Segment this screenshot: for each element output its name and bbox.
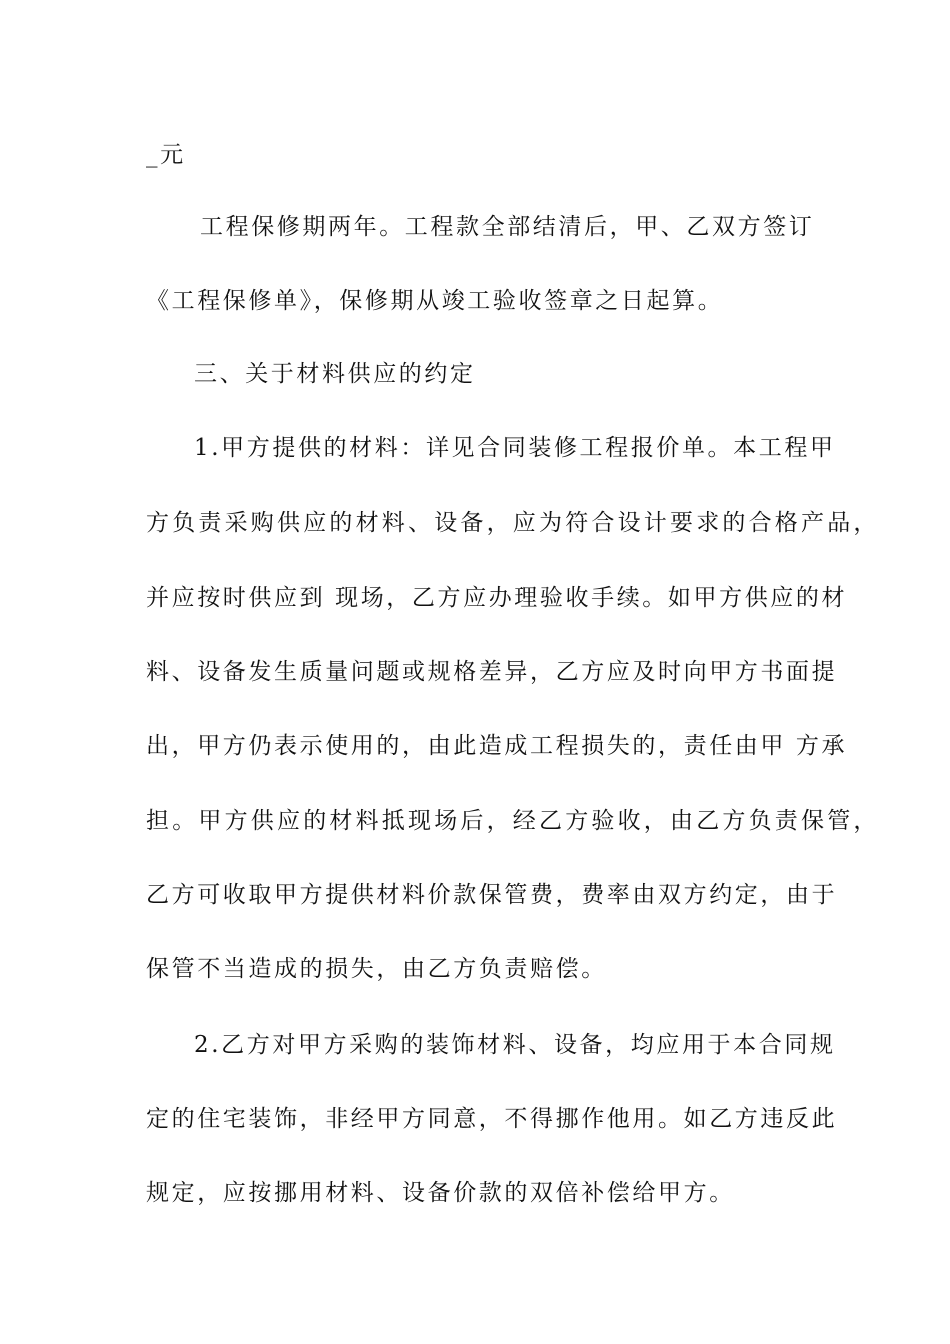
paragraph-warranty-line-2: 《工程保修单》，保修期从竣工验收签章之日起算。: [146, 288, 724, 314]
clause-1-line-4: 料、设备发生质量问题或规格差异，乙方应及时向甲方书面提: [146, 659, 838, 685]
paragraph-warranty-line-1: 工程保修期两年。工程款全部结清后，甲、乙双方签订: [200, 214, 815, 240]
clause-2-line-2: 定的住宅装饰，非经甲方同意，不得挪作他用。如乙方违反此: [146, 1106, 838, 1132]
clause-1-line-8: 保管不当造成的损失，由乙方负责赔偿。: [146, 956, 607, 982]
text-line-amount-unit: _元: [146, 142, 186, 168]
clause-1-line-2: 方负责采购供应的材料、设备，应为符合设计要求的合格产品，: [146, 510, 880, 536]
clause-1-line-6: 担。甲方供应的材料抵现场后，经乙方验收，由乙方负责保管，: [146, 808, 880, 834]
clause-1-line-1: 1.甲方提供的材料：详见合同装修工程报价单。本工程甲: [194, 435, 836, 461]
clause-1-line-7: 乙方可收取甲方提供材料价款保管费，费率由双方约定，由于: [146, 882, 838, 908]
clause-1-line-5: 出，甲方仍表示使用的，由此造成工程损失的，责任由甲 方承: [146, 733, 848, 759]
clause-2-line-3: 规定，应按挪用材料、设备价款的双倍补偿给甲方。: [146, 1180, 735, 1206]
section-heading-materials: 三、关于材料供应的约定: [194, 361, 476, 387]
clause-2-line-1: 2.乙方对甲方采购的装饰材料、设备，均应用于本合同规: [194, 1032, 836, 1058]
clause-1-line-3: 并应按时供应到 现场，乙方应办理验收手续。如甲方供应的材: [146, 585, 848, 611]
